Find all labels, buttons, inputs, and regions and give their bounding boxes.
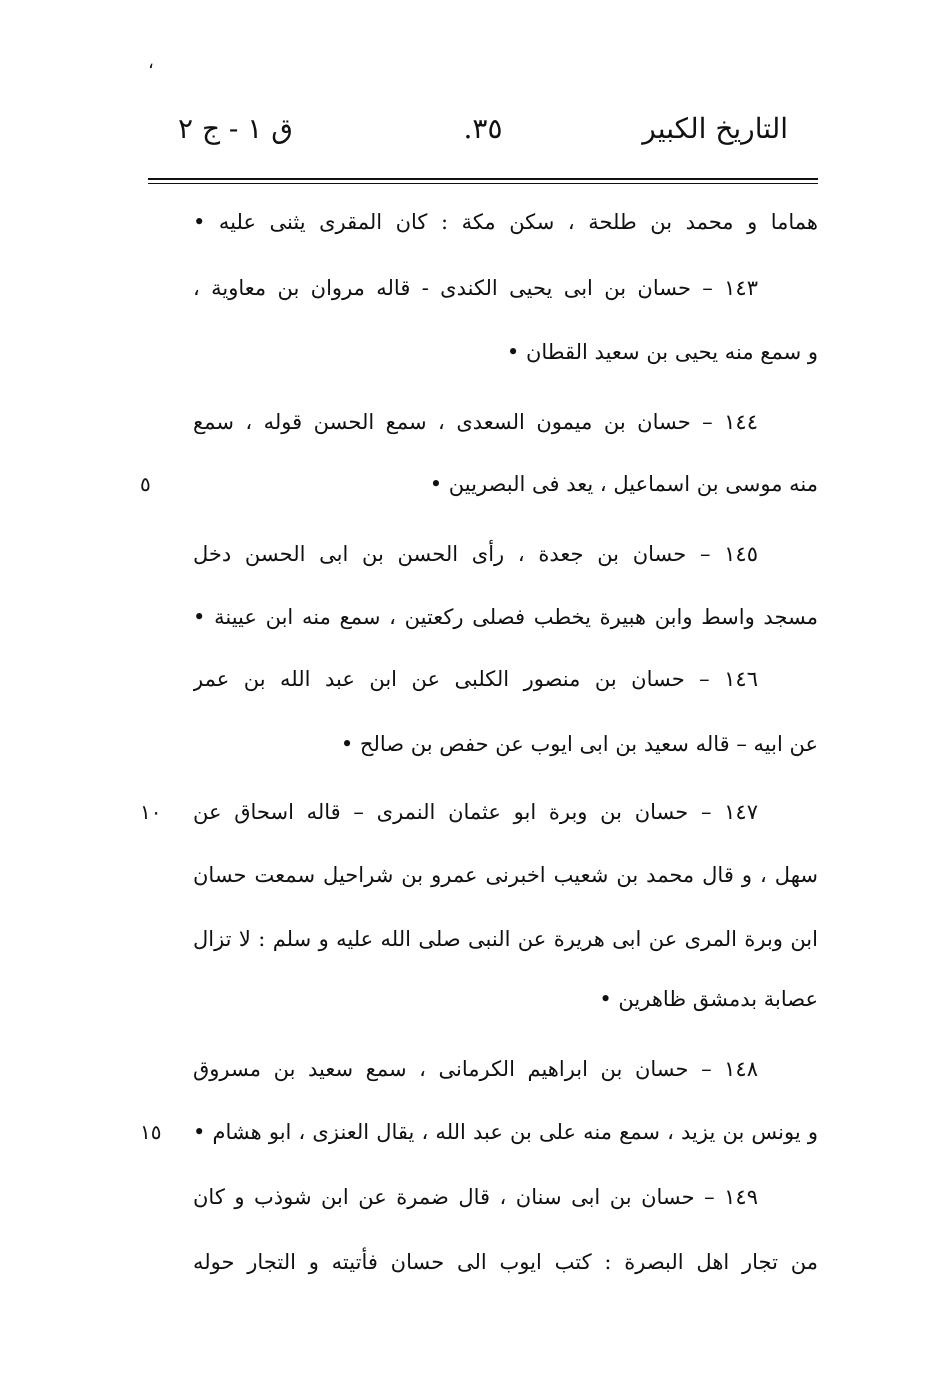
text-line: مسجد واسط وابن هبيرة يخطب فصلى ركعتين ، سمع منه ابن عيينة • (193, 605, 818, 629)
line-number-5: ٥ (140, 472, 151, 496)
text-line: عن ابيه – قاله سعيد بن ابى ايوب عن حفص بن صالح • (340, 732, 818, 756)
text-line: من تجار اهل البصرة : كتب ايوب الى حسان فأتيته و التجار حوله (193, 1250, 818, 1274)
running-title: التاريخ الكبير (642, 112, 788, 145)
entry-148-line: ١٤٨ – حسان بن ابراهيم الكرمانى ، سمع سعيد بن مسروق (193, 1057, 758, 1081)
page-header (148, 112, 818, 156)
top-mark: ، (148, 52, 154, 73)
page-number: ٣٥. (463, 112, 503, 145)
entry-144-line: ١٤٤ – حسان بن ميمون السعدى ، سمع الحسن قوله ، سمع (193, 410, 758, 434)
entry-149-line: ١٤٩ – حسان بن ابى سنان ، قال ضمرة عن ابن شوذب و كان (193, 1185, 758, 1209)
header-rule-thin (148, 183, 818, 184)
text-line: سهل ، و قال محمد بن شعيب اخبرنى عمرو بن شراحيل سمعت حسان (193, 863, 818, 887)
text-line: و سمع منه يحيى بن سعيد القطان • (506, 340, 818, 364)
text-line: و يونس بن يزيد ، سمع منه على بن عبد الله ، يقال العنزى ، ابو هشام • (193, 1120, 818, 1144)
entry-145-line: ١٤٥ – حسان بن جعدة ، رأى الحسن بن ابى الحسن دخل (193, 542, 758, 566)
entry-146-line: ١٤٦ – حسان بن منصور الكلبى عن ابن عبد الله بن عمر (193, 667, 758, 691)
line-number-10: ١٠ (140, 800, 162, 824)
line-number-15: ١٥ (140, 1120, 162, 1144)
text-line: هماما و محمد بن طلحة ، سكن مكة : كان المقرى يثنى عليه • (193, 210, 818, 234)
text-line: ابن وبرة المرى عن ابى هريرة عن النبى صلى الله عليه و سلم : لا تزال (193, 927, 818, 951)
header-rule-thick (148, 178, 818, 180)
text-line: منه موسى بن اسماعيل ، يعد فى البصريين • (429, 472, 818, 496)
part-volume-label: ق ١ - ج ٢ (178, 112, 293, 145)
text-line: عصابة بدمشق ظاهرين • (599, 987, 818, 1011)
entry-143-line: ١٤٣ – حسان بن ابى يحيى الكندى - قاله مروان بن معاوية ، (193, 276, 758, 300)
entry-147-line: ١٤٧ – حسان بن وبرة ابو عثمان النمرى – قاله اسحاق عن (193, 800, 758, 824)
